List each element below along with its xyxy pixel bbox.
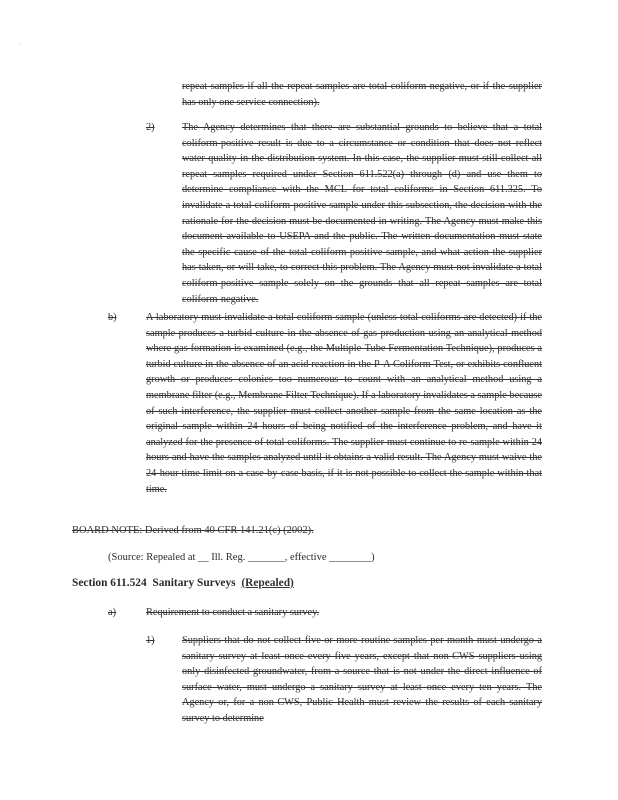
continuation-text: repeat samples if all the repeat samples are total coliform-negative, or if the supplier has only one service connection). xyxy=(182,81,542,108)
section-number: Section 611.524 xyxy=(72,577,147,589)
item-2-label: 2) xyxy=(146,122,155,133)
section-title: Sanitary Surveys xyxy=(152,577,236,589)
item-1-label: 1) xyxy=(146,635,155,646)
scan-speck: · xyxy=(18,40,21,49)
source-note: (Source: Repealed at __ Ill. Reg. _______, effective ________) xyxy=(108,552,375,563)
section-status: (Repealed) xyxy=(241,577,294,589)
item-b-text: A laboratory must invalidate a total coliform sample (unless total coliforms are detected) if the sample produces a turbid culture in the absence of gas production using an analytical method where gas formation is examined (e.g., the Multiple-Tube Fermentation Technique), produces a turbid culture in the absence of an acid reaction in the P-A Coliform Test, or exhibits confluent growth or produces colonies too numerous to count with an analytical method using a membrane filter (e.g., Membrane Filter Technique). If a laboratory invalidates a sample because of such interference, the supplier must collect another sample from the same location as the original sample within 24 hours of being notified of the interference problem, and have it analyzed for the presence of total coliforms. The supplier must continue to re-sample within 24 hours and have the samples analyzed until it obtains a valid result. The Agency must waive the 24-hour time limit on a case-by-case basis, if it is not possible to collect the sample within that time. xyxy=(146,312,542,495)
section-heading xyxy=(72,575,294,591)
item-2-text: The Agency determines that there are substantial grounds to believe that a total coliform-positive result is due to a circumstance or condition that does not reflect water quality in the distribution system. In this case, the supplier must still collect all repeat samples required under Section 611.522(a) through (d) and use them to determine compliance with the MCL for total coliforms in Section 611.325. To invalidate a total coliform-positive sample under this subsection, the decision with the rationale for the decision must be documented in writing. The Agency must make this document available to USEPA and the public. The written documentation must state the specific cause of the total coliform-positive sample, and what action the supplier has taken, or will take, to correct this problem. The Agency must not invalidate a total coliform-positive sample solely on the grounds that all repeat samples are total coliform-negative. xyxy=(182,122,542,305)
item-b-label: b) xyxy=(108,312,117,323)
item-a-text: Requirement to conduct a sanitary survey. xyxy=(146,607,320,618)
board-note: BOARD NOTE: Derived from 40 CFR 141.21(c) (2002). xyxy=(72,525,314,536)
item-a-label: a) xyxy=(108,607,116,618)
item-1-text: Suppliers that do not collect five or more routine samples per month must undergo a sanitary survey at least once every five years, except that non-CWS suppliers using only disinfected groundwater, from a source that is not under the direct influence of surface water, must undergo a sanitary survey at least once every ten years. The Agency or, for a non-CWS, Public Health must review the results of each sanitary survey to determine xyxy=(182,635,542,724)
